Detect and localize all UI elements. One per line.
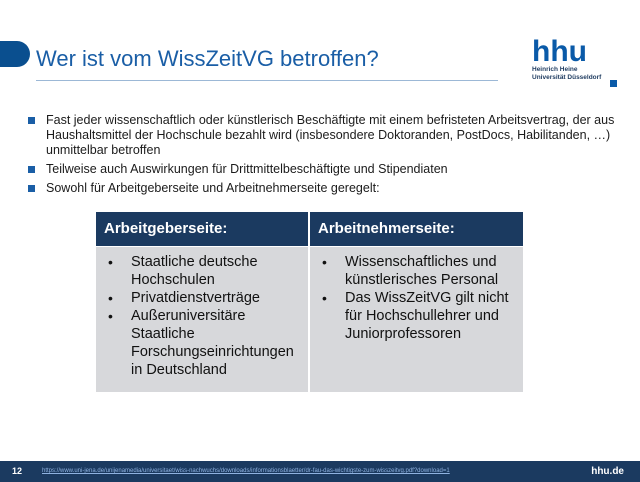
footer-bar	[0, 461, 640, 482]
bullet-text: Sowohl für Arbeitgeberseite und Arbeitnehmerseite geregelt:	[46, 181, 380, 195]
employer-cell	[96, 247, 308, 392]
employee-cell	[310, 247, 523, 392]
slide-title: Wer ist vom WissZeitVG betroffen?	[36, 46, 379, 71]
list-item-text: Privatdienstverträge	[131, 290, 260, 306]
square-bullet-icon	[28, 166, 35, 173]
bullet-text: Teilweise auch Auswirkungen für Drittmittelbeschäftigte und Stipendiaten	[46, 162, 448, 176]
header-employee: Arbeitnehmerseite:	[310, 212, 523, 246]
logo-mark: hhu	[532, 35, 587, 68]
logo-line-2: Universität Düsseldorf	[532, 74, 602, 81]
title-divider	[36, 80, 498, 81]
footer-brand: hhu.de	[591, 466, 624, 477]
comparison-table	[96, 212, 523, 392]
bullet-item	[26, 162, 626, 177]
list-item: • Wissenschaftliches und künstlerisches Personal	[322, 254, 499, 288]
square-bullet-icon	[28, 185, 35, 192]
list-item: • Außeruniversitäre Staatliche Forschungseinrichtungen in Deutschland	[108, 308, 294, 378]
bullet-list	[26, 113, 626, 200]
list-item: • Das WissZeitVG gilt nicht für Hochschullehrer und Juniorprofessoren	[322, 290, 509, 342]
source-link[interactable]: https://www.uni-jena.de/unijenamedia/universitaet/wiss-nachwuchs/downloads/informationsblaetter/dr-fau-das-wichtigste-zum-wisszeitvg.pdf?download=1	[42, 468, 450, 474]
corner-accent-tab	[0, 41, 30, 67]
square-bullet-icon	[28, 117, 35, 124]
logo-line-1: Heinrich Heine	[532, 66, 578, 73]
page-number: 12	[11, 466, 22, 476]
header-employer: Arbeitgeberseite:	[96, 212, 308, 246]
list-item-text: Staatliche deutsche Hochschulen	[131, 254, 258, 288]
list-item-text: Wissenschaftliches und künstlerisches Personal	[345, 254, 499, 288]
bullet-text: Fast jeder wissenschaftlich oder künstlerisch Beschäftigte mit einem befristeten Arbeitsvertrag, der aus Haushaltsmittel der Hochschule bezahlt wird (insbesondere Doktoranden, PostDocs, Habilitanden, …) unmittelbar betroffen	[46, 113, 615, 157]
bullet-item	[26, 181, 626, 196]
list-item: • Staatliche deutsche Hochschulen	[108, 254, 258, 288]
logo-square-icon	[610, 80, 617, 87]
list-item-text: Außeruniversitäre Staatliche Forschungseinrichtungen in Deutschland	[131, 308, 294, 378]
list-item: • Privatdienstverträge	[108, 290, 260, 306]
bullet-item	[26, 113, 626, 158]
hhu-logo	[532, 35, 622, 90]
list-item-text: Das WissZeitVG gilt nicht für Hochschullehrer und Juniorprofessoren	[345, 290, 509, 342]
